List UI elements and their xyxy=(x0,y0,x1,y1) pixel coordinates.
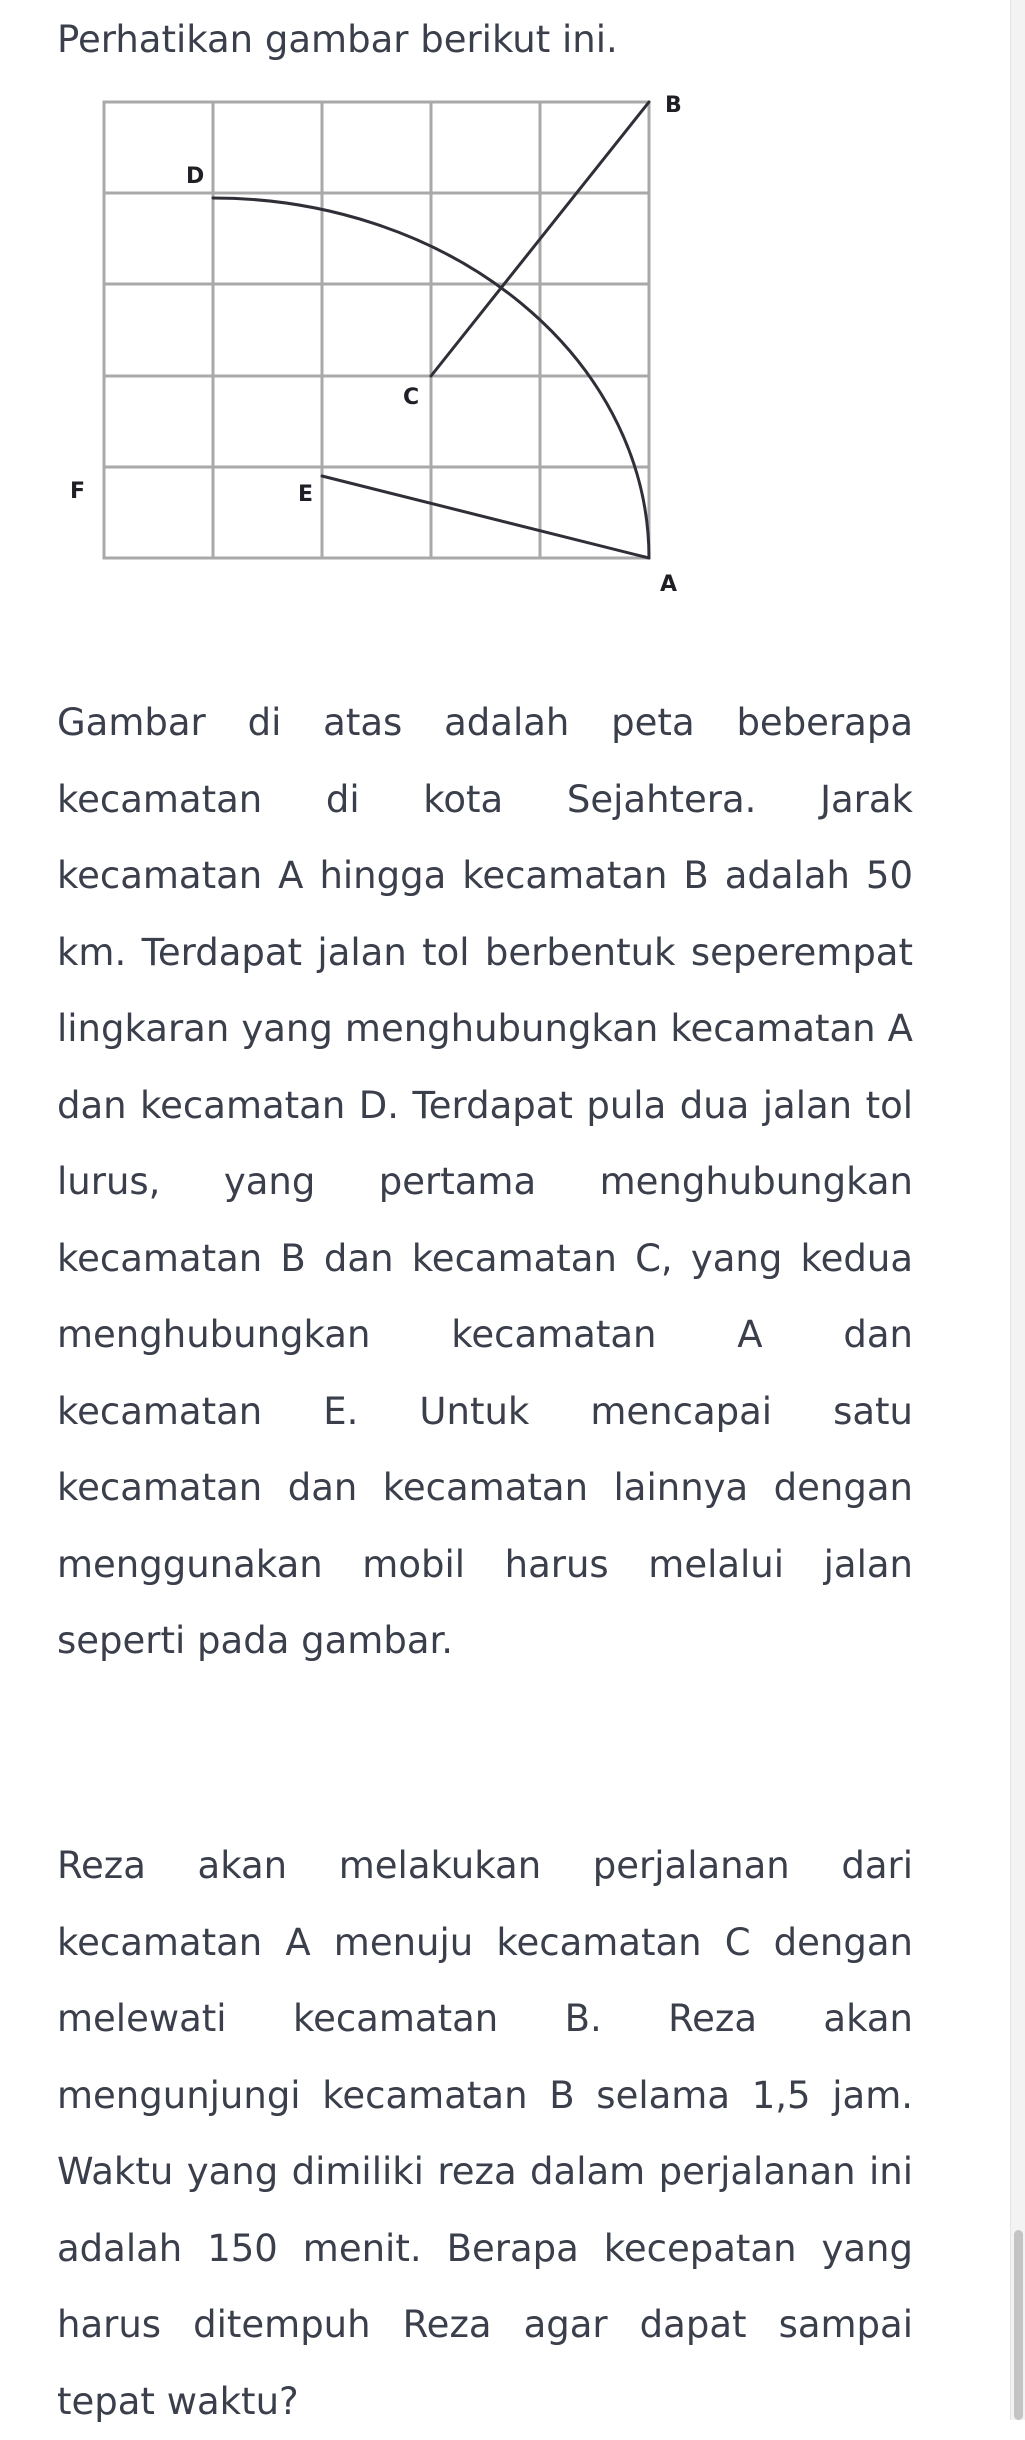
label-c: C xyxy=(403,385,420,410)
label-b: B xyxy=(665,93,682,118)
map-svg xyxy=(50,86,700,616)
intro-text: Perhatikan gambar berikut ini. xyxy=(57,18,618,61)
road-line-a-to-e xyxy=(322,476,649,558)
scrollbar-thumb[interactable] xyxy=(1014,2230,1023,2420)
label-a: A xyxy=(660,572,678,597)
question-content xyxy=(57,0,913,66)
label-e: E xyxy=(298,482,314,507)
map-figure xyxy=(50,86,700,616)
label-f: F xyxy=(70,479,86,504)
question-text: Reza akan melakukan perjalanan dari kecamatan A menuju kecamatan C dengan melewati kecamatan B. Reza akan mengunjungi kecamatan B selama 1,5 jam. Waktu yang dimiliki reza dalam perjalanan ini adalah 150 menit. Berapa kecepatan yang harus ditempuh Reza agar dapat sampai tepat waktu? xyxy=(57,1844,913,2423)
scrollbar[interactable] xyxy=(1010,0,1025,2420)
label-d: D xyxy=(186,164,205,189)
problem-description: Gambar di atas adalah peta beberapa kecamatan di kota Sejahtera. Jarak kecamatan A hingga kecamatan B adalah 50 km. Terdapat jalan tol berbentuk seperempat lingkaran yang menghubungkan kecamatan A dan kecamatan D. Terdapat pula dua jalan tol lurus, yang pertama menghubungkan kecamatan B dan kecamatan C, yang kedua menghubungkan kecamatan A dan kecamatan E. Untuk mencapai satu kecamatan dan kecamatan lainnya dengan menggunakan mobil harus melalui jalan seperti pada gambar. xyxy=(57,701,913,1662)
